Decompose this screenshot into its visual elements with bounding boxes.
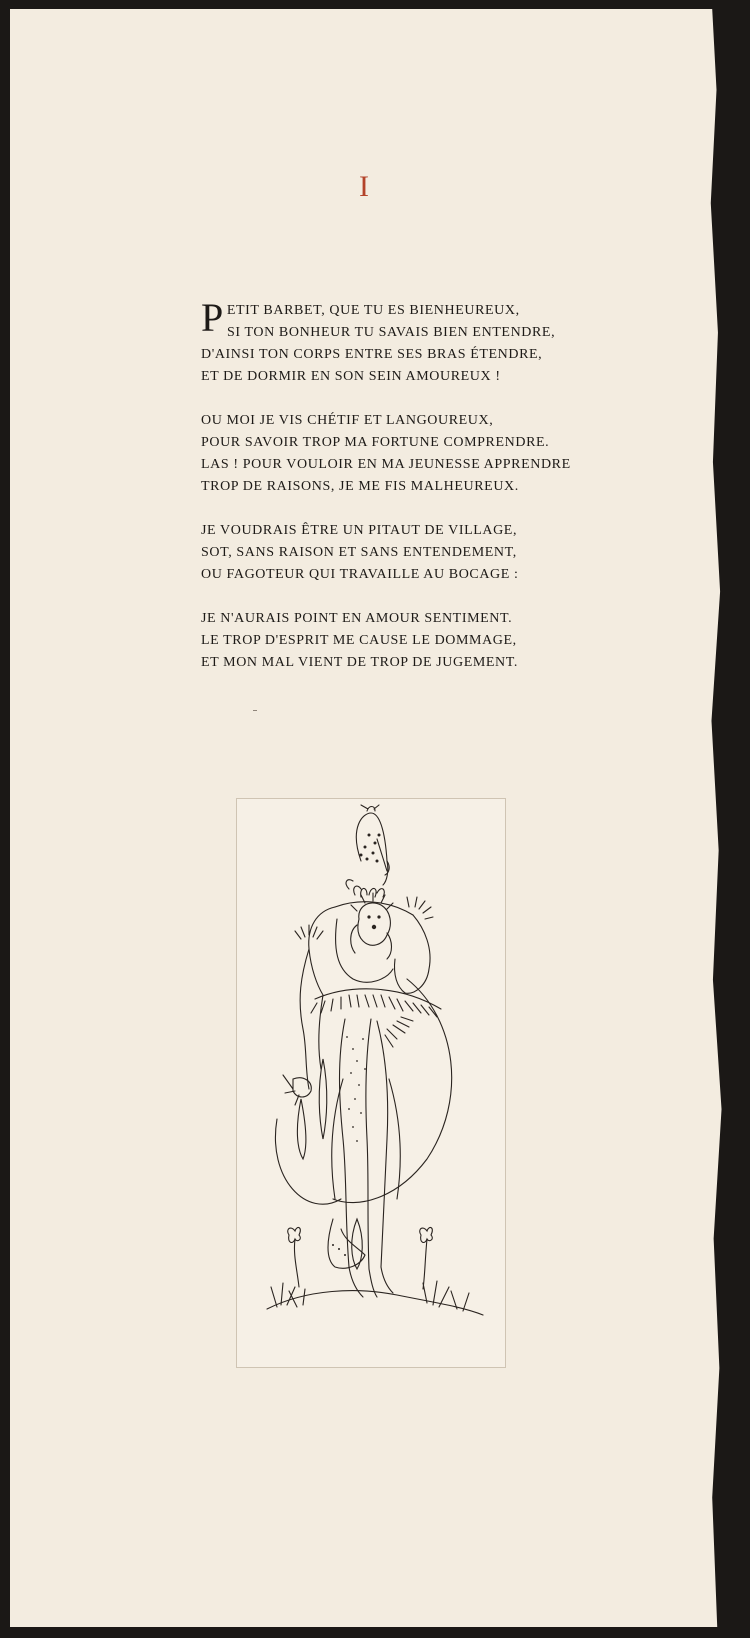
poem-line: ET MON MAL VIENT DE TROP DE JUGEMENT.	[201, 655, 518, 670]
poem-line: LE TROP D'ESPRIT ME CAUSE LE DOMMAGE,	[201, 633, 517, 648]
stanza-2	[201, 410, 621, 498]
poem-line: ET DE DORMIR EN SON SEIN AMOUREUX !	[201, 369, 501, 384]
poem-line: JE VOUDRAIS ÊTRE UN PITAUT DE VILLAGE,	[201, 523, 518, 538]
etching-plate	[236, 798, 506, 1368]
stanza-4	[201, 608, 621, 674]
poem-line: SOT, SANS RAISON ET SANS ENTENDEMENT,	[201, 545, 517, 560]
poem-line: PETIT BARBET, QUE TU ES BIENHEUREUX,	[201, 295, 520, 340]
poem-line: SI TON BONHEUR TU SAVAIS BIEN ENTENDRE,	[227, 325, 556, 340]
poem-line: LAS ! POUR VOULOIR EN MA JEUNESSE APPRENDRE	[201, 457, 571, 472]
poem-line: POUR SAVOIR TROP MA FORTUNE COMPRENDRE.	[201, 435, 550, 450]
poem-line: D'AINSI TON CORPS ENTRE SES BRAS ÉTENDRE,	[201, 347, 543, 362]
poem-line: OU FAGOTEUR QUI TRAVAILLE AU BOCAGE :	[201, 567, 519, 582]
etching-figure-icon	[237, 799, 505, 1367]
poem-line: OU MOI JE VIS CHÉTIF ET LANGOUREUX,	[201, 413, 494, 428]
poem-text	[201, 295, 621, 696]
drop-cap: P	[201, 295, 224, 340]
stanza-3	[201, 520, 621, 586]
poem-line: TROP DE RAISONS, JE ME FIS MALHEUREUX.	[201, 479, 519, 494]
paper-speck	[253, 710, 257, 711]
chapter-numeral: I	[359, 170, 369, 203]
stanza-1	[201, 295, 621, 388]
poem-line: JE N'AURAIS POINT EN AMOUR SENTIMENT.	[201, 611, 513, 626]
